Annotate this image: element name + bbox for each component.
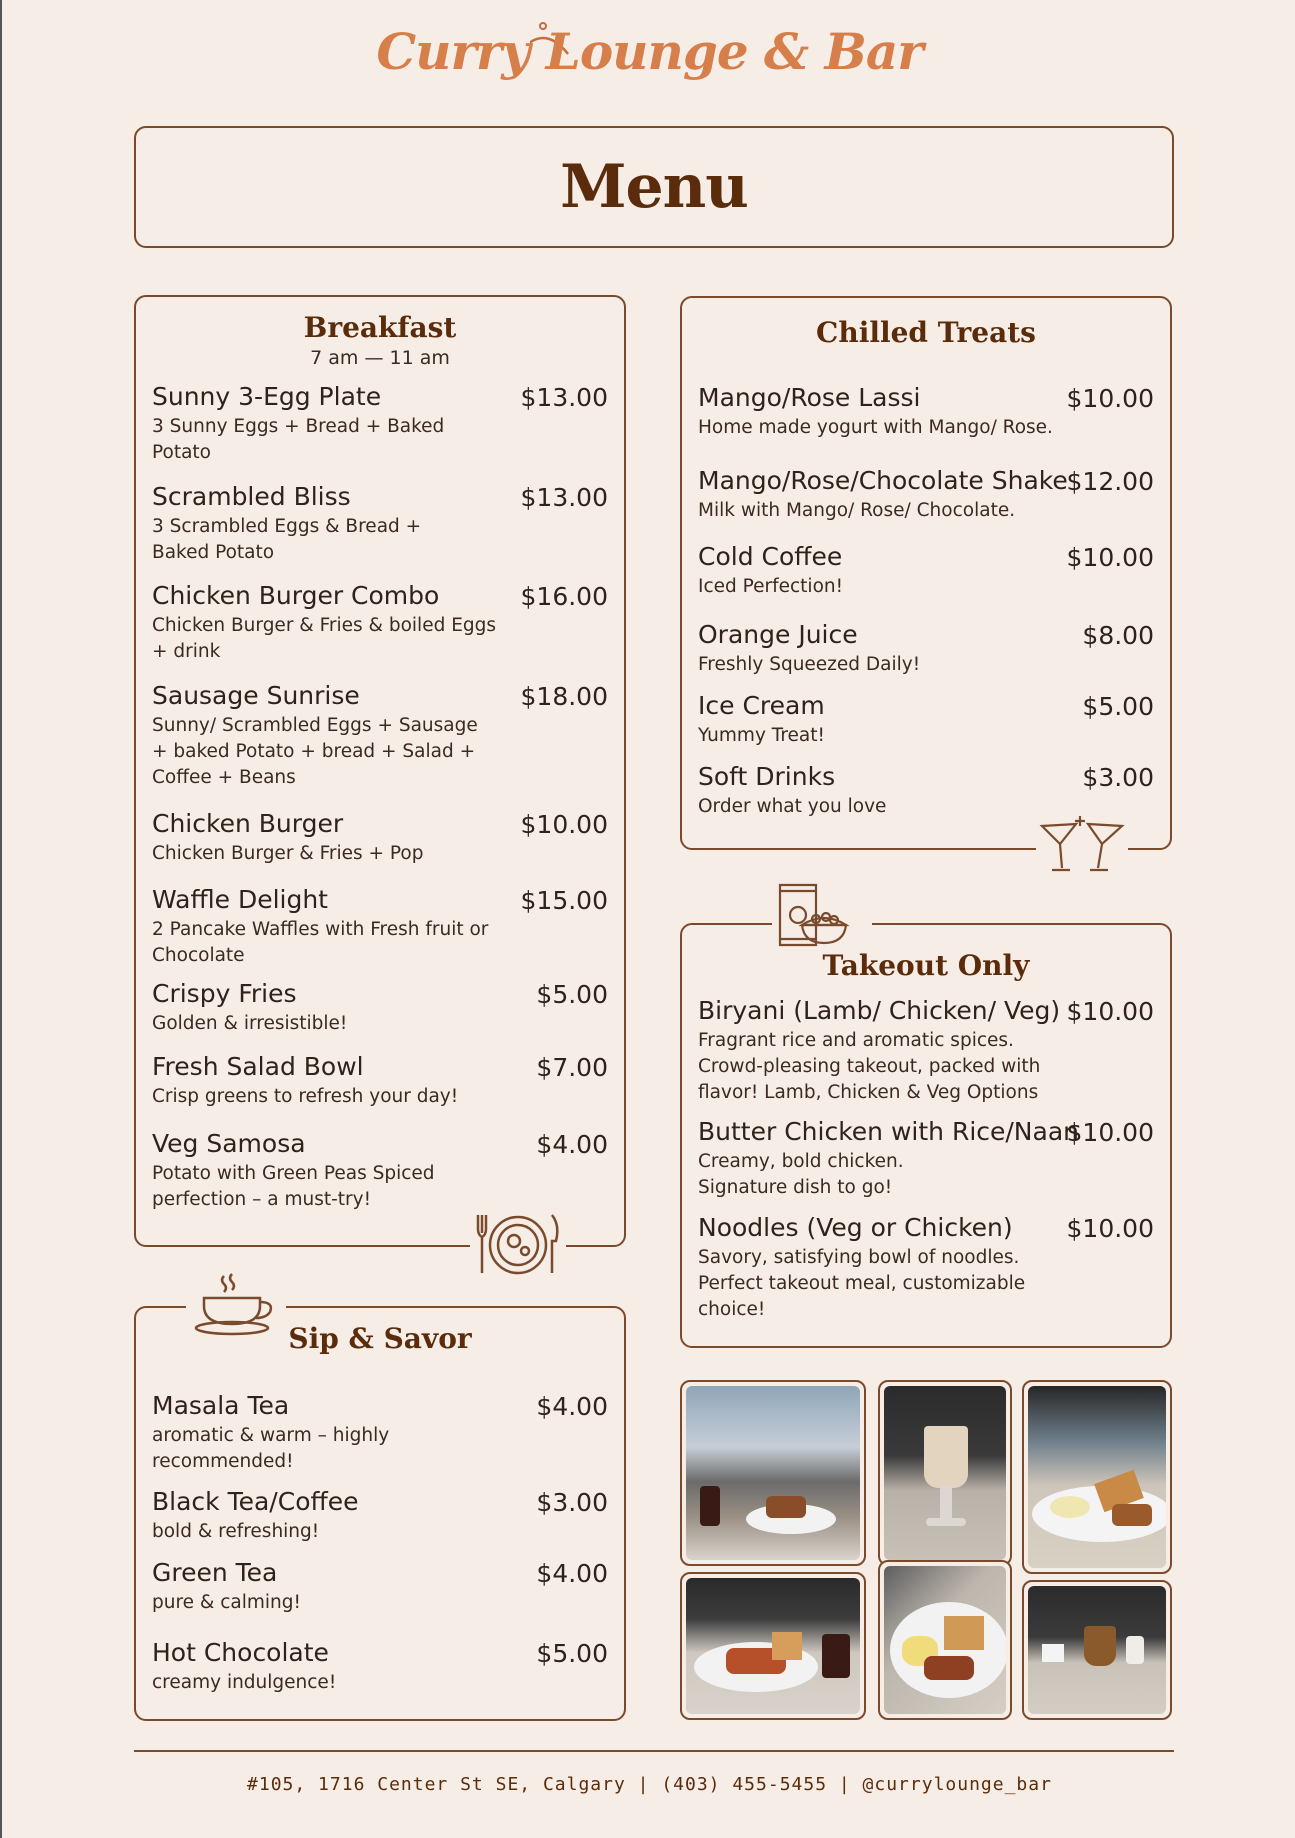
menu-item: Ice Cream $5.00 Yummy Treat! xyxy=(698,691,1154,746)
menu-item: Scrambled Bliss $13.00 3 Scrambled Eggs & Bread + Baked Potato xyxy=(152,482,608,564)
menu-title-box xyxy=(134,126,1174,248)
menu-item: Chicken Burger Combo $16.00 Chicken Burger & Fries & boiled Eggs + drink xyxy=(152,581,608,663)
menu-item: Noodles (Veg or Chicken) $10.00 Savory, satisfying bowl of noodles. Perfect takeout meal, customizable choice! xyxy=(698,1213,1154,1321)
breakfast-section xyxy=(134,295,626,1247)
takeout-title: Takeout Only xyxy=(822,949,1030,982)
food-photo xyxy=(680,1380,866,1566)
menu-item: Soft Drinks $3.00 Order what you love xyxy=(698,762,1154,817)
menu-item: Mango/Rose Lassi $10.00 Home made yogurt with Mango/ Rose. xyxy=(698,383,1154,438)
sip-savor-section xyxy=(134,1306,626,1721)
menu-item: Fresh Salad Bowl $7.00 Crisp greens to refresh your day! xyxy=(152,1052,608,1107)
menu-item: Butter Chicken with Rice/Naan $10.00 Creamy, bold chicken. Signature dish to go! xyxy=(698,1117,1154,1199)
menu-item: Green Tea $4.00 pure & calming! xyxy=(152,1558,608,1613)
menu-item: Orange Juice $8.00 Freshly Squeezed Daily! xyxy=(698,620,1154,675)
contact-footer: #105, 1716 Center St SE, Calgary | (403) 455-5455 | @currylounge_bar xyxy=(247,1774,1052,1795)
menu-item: Waffle Delight $15.00 2 Pancake Waffles with Fresh fruit or Chocolate xyxy=(152,885,608,967)
chilled-treats-section xyxy=(680,296,1172,850)
sausage-plate-photo xyxy=(878,1560,1012,1720)
breakfast-title: Breakfast xyxy=(303,311,457,344)
menu-item: Chicken Burger $10.00 Chicken Burger & Fries + Pop xyxy=(152,809,608,864)
plate-cutlery-icon xyxy=(470,1209,566,1281)
breakfast-hours: 7 am — 11 am xyxy=(310,347,450,369)
footer-divider xyxy=(134,1750,1174,1752)
cocktail-glasses-icon xyxy=(1036,814,1128,874)
takeout-bag-icon xyxy=(772,881,872,951)
sip-savor-title: Sip & Savor xyxy=(288,1322,472,1355)
menu-item: Sunny 3-Egg Plate $13.00 3 Sunny Eggs + Bread + Baked Potato xyxy=(152,382,608,464)
breakfast-photo xyxy=(1022,1380,1172,1574)
menu-item: Cold Coffee $10.00 Iced Perfection! xyxy=(698,542,1154,597)
drink-photo xyxy=(878,1380,1012,1566)
menu-item: Masala Tea $4.00 aromatic & warm – highly recommended! xyxy=(152,1391,608,1473)
menu-item: Veg Samosa $4.00 Potato with Green Peas Spiced perfection – a must-try! xyxy=(152,1129,608,1211)
platter-photo xyxy=(680,1572,866,1720)
menu-item: Crispy Fries $5.00 Golden & irresistible! xyxy=(152,979,608,1034)
brand-logo: Curry Lounge & Bar xyxy=(376,22,923,81)
takeout-section xyxy=(680,923,1172,1348)
chilled-treats-title: Chilled Treats xyxy=(816,316,1036,349)
menu-item: Sausage Sunrise $18.00 Sunny/ Scrambled Eggs + Sausage + baked Potato + bread + Salad + Coffee + Beans xyxy=(152,681,608,789)
menu-item: Hot Chocolate $5.00 creamy indulgence! xyxy=(152,1638,608,1693)
menu-item: Biryani (Lamb/ Chicken/ Veg) $10.00 Fragrant rice and aromatic spices. Crowd-pleasing takeout, packed with flavor! Lamb, Chicken & Veg Options xyxy=(698,996,1154,1104)
menu-item: Mango/Rose/Chocolate Shake $12.00 Milk with Mango/ Rose/ Chocolate. xyxy=(698,466,1154,521)
coffee-photo xyxy=(1022,1580,1172,1720)
page-title: Menu xyxy=(560,152,748,222)
menu-item: Black Tea/Coffee $3.00 bold & refreshing! xyxy=(152,1487,608,1542)
